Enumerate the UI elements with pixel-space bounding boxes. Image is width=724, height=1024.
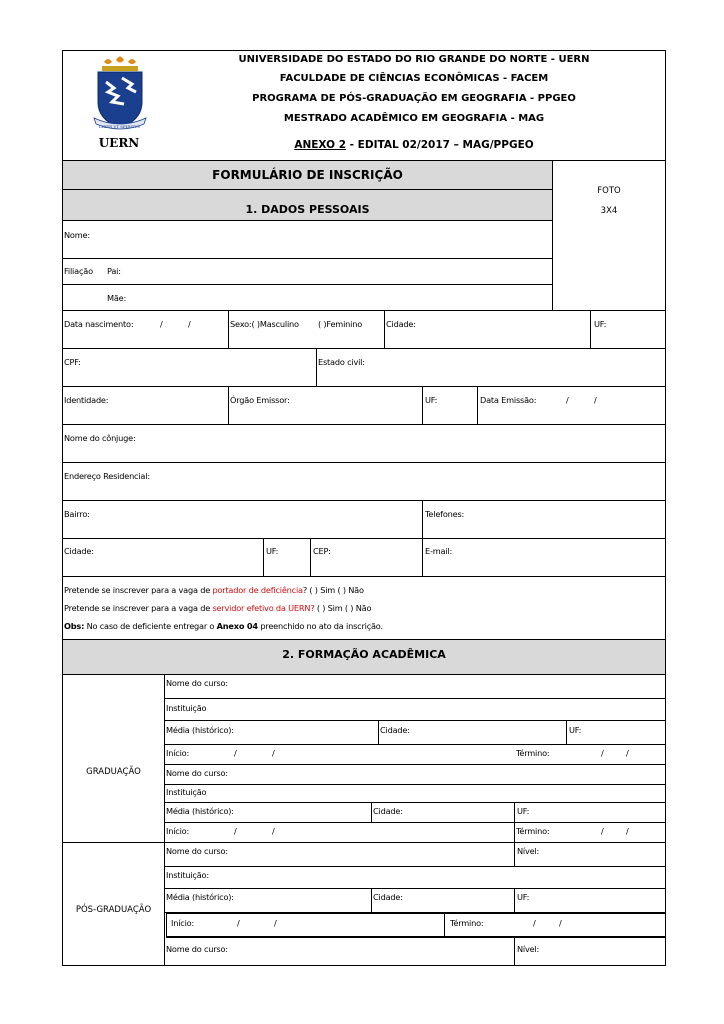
header-line-3: PROGRAMA DE PÓS-GRADUAÇÃO EM GEOGRAFIA - PPGEO [252,93,576,104]
date-slash: / [237,918,240,928]
date-slash: / [188,319,191,329]
data-emissao-label: Data Emissão: [480,395,537,405]
instituicao-label: Instituição [166,787,207,797]
estado-civil-label: Estado civil: [318,357,365,367]
cidade-label: Cidade: [373,892,403,902]
date-slash: / [533,918,536,928]
date-slash: / [566,395,569,405]
obs-note [64,621,383,631]
cidade-label: Cidade: [386,319,416,329]
servidor-red: servidor efetivo da UERN? [212,603,315,613]
orgao-emissor-label: Órgão Emissor: [230,395,290,405]
data-nascimento-label: Data nascimento: [64,319,134,329]
email-label: E-mail: [425,546,453,556]
anexo-label: ANEXO 2 [294,139,347,151]
logo-motto: LIBER VT SPIRITVS [99,124,141,129]
nivel-label: Nível: [517,846,540,856]
header-line-1: UNIVERSIDADE DO ESTADO DO RIO GRANDE DO NORTE - UERN [238,54,590,65]
nome-curso-label: Nome do curso: [166,944,228,954]
date-slash: / [626,748,629,758]
media-label: Média (histórico): [166,725,234,735]
cpf-label: CPF: [64,357,81,367]
header-line-2: FACULDADE DE CIÊNCIAS ECONÔMICAS - FACEM [279,73,549,84]
section-1-title: 1. DADOS PESSOAIS [245,203,370,216]
obs-text-2: preenchido no ato da inscrição. [257,621,383,631]
nivel-label: Nível: [517,944,540,954]
pos-dates-box [166,913,666,938]
cidade-label: Cidade: [64,546,94,556]
nome-label: Nome: [64,230,90,240]
media-label: Média (histórico): [166,806,234,816]
date-slash: / [601,748,604,758]
uf-label: UF: [266,546,279,556]
identidade-label: Identidade: [64,395,109,405]
cep-label: CEP: [313,546,331,556]
termino-label: Término: [516,826,550,836]
inicio-label: Início: [171,918,195,928]
edital-label: - EDITAL 02/2017 – MAG/PPGEO [346,139,534,151]
sexo-masculino-checkbox[interactable]: Sexo:( )Masculino [230,319,299,329]
cidade-label: Cidade: [380,725,410,735]
filiacao-label: Filiação [64,266,93,276]
deficiencia-post: ? ( ) Sim ( ) Não [302,585,364,595]
date-slash: / [234,826,237,836]
obs-label: Obs: [64,621,85,631]
header-line-5 [52,139,724,151]
uf-label: UF: [517,806,530,816]
date-slash: / [234,748,237,758]
telefones-label: Telefones: [425,509,465,519]
sexo-feminino-checkbox[interactable]: ( )Feminino [318,319,363,329]
deficiencia-pre: Pretende se inscrever para a vaga de [64,585,213,595]
uf-label: UF: [569,725,582,735]
instituicao-label: Instituição [166,703,207,713]
deficiencia-red: portador de deficiência [212,585,303,595]
date-slash: / [594,395,597,405]
nome-curso-label: Nome do curso: [166,768,228,778]
bairro-label: Bairro: [64,509,90,519]
photo-label-1: FOTO [597,186,621,196]
termino-label: Término: [450,918,484,928]
obs-anexo: Anexo 04 [216,621,258,631]
inicio-label: Início: [166,748,190,758]
photo-label-2: 3X4 [600,206,618,216]
conjuge-label: Nome do cônjuge: [64,433,136,443]
uf-label: UF: [425,395,438,405]
obs-text-1: No caso de deficiente entregar o [84,621,217,631]
date-slash: / [601,826,604,836]
section-2-title: 2. FORMAÇÃO ACADÊMICA [282,648,446,661]
nome-curso-label: Nome do curso: [166,846,228,856]
form-title: FORMULÁRIO DE INSCRIÇÃO [212,168,403,182]
uf-label: UF: [594,319,607,329]
logo-text: UERN [98,136,140,150]
endereco-label: Endereço Residencial: [64,471,150,481]
inicio-label: Início: [166,826,190,836]
date-slash: / [272,748,275,758]
date-slash: / [272,826,275,836]
date-slash: / [559,918,562,928]
instituicao-label: Instituição: [166,870,209,880]
mae-label: Mãe: [107,293,127,303]
deficiencia-question[interactable] [64,585,364,595]
servidor-pre: Pretende se inscrever para a vaga de [64,603,213,613]
date-slash: / [160,319,163,329]
termino-label: Término: [516,748,550,758]
date-slash: / [274,918,277,928]
pos-graduacao-label: PÓS-GRADUAÇÃO [75,905,152,915]
header-line-4: MESTRADO ACADÊMICO EM GEOGRAFIA - MAG [283,113,545,124]
media-label: Média (histórico): [166,892,234,902]
cidade-label: Cidade: [373,806,403,816]
graduacao-label: GRADUAÇÃO [86,767,141,777]
servidor-post: ( ) Sim ( ) Não [314,603,372,613]
nome-curso-label: Nome do curso: [166,678,228,688]
pai-label: Pai: [107,266,121,276]
date-slash: / [626,826,629,836]
servidor-question[interactable] [64,603,371,613]
uf-label: UF: [517,892,530,902]
